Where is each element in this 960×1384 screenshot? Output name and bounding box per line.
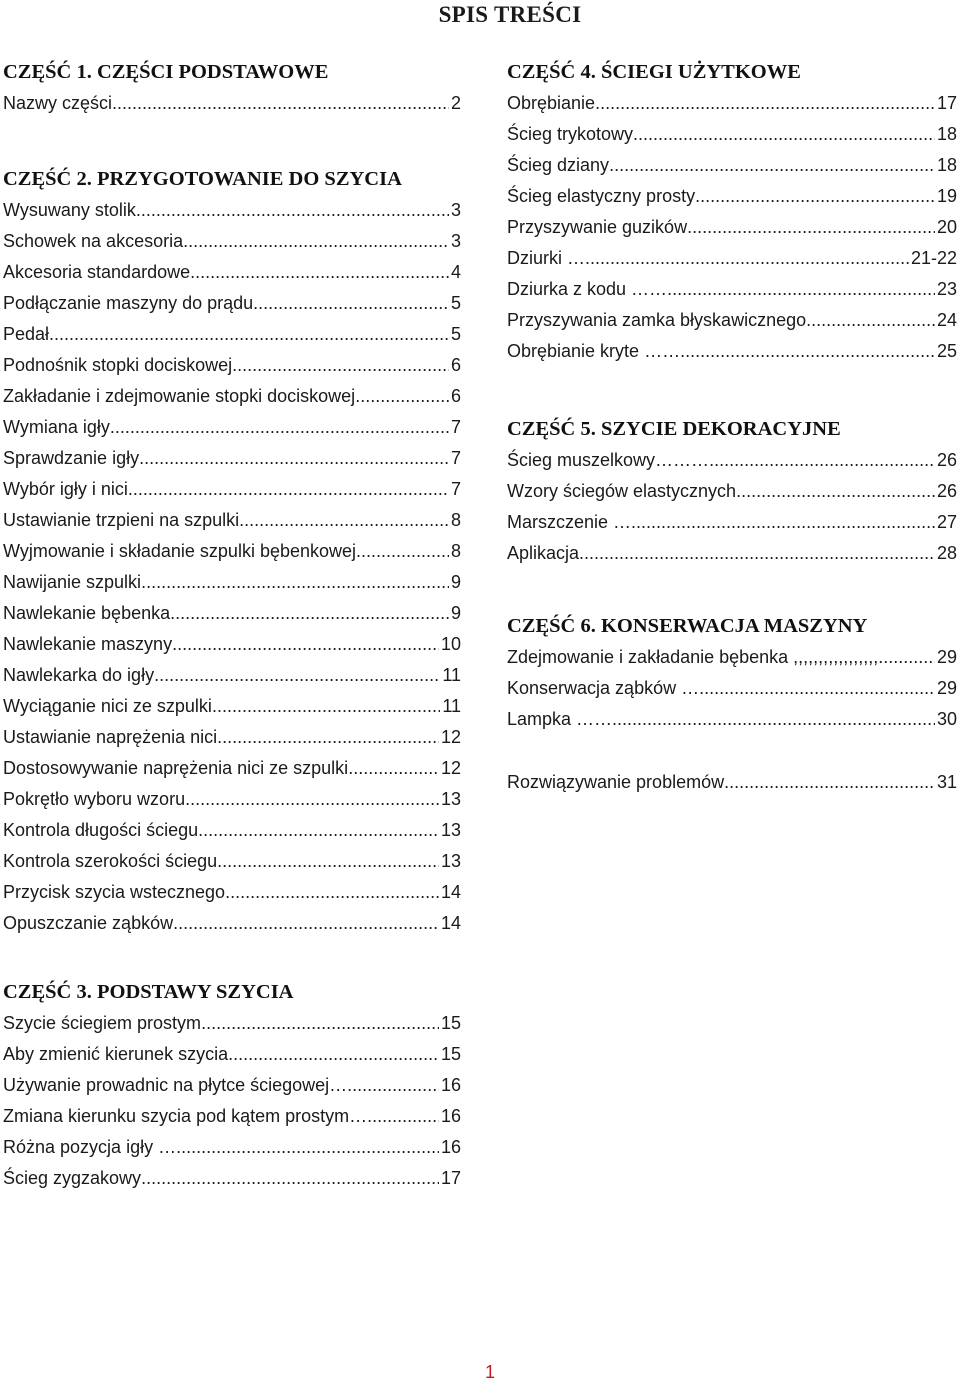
toc-entry [507, 642, 957, 673]
dot-leader [176, 1132, 439, 1163]
toc-entry-page: 11 [442, 696, 461, 716]
toc-entry-page: 21-22 [910, 248, 957, 268]
toc-entry [3, 195, 461, 226]
dot-leader [190, 257, 449, 288]
toc-entry-page: 7 [450, 417, 461, 437]
toc-entry [507, 767, 957, 798]
toc-entry-page: 16 [440, 1137, 461, 1157]
toc-entry-title: Szycie ściegiem prostym [3, 1013, 202, 1033]
dot-leader [609, 150, 935, 181]
toc-entry [507, 305, 957, 336]
toc-entry-page: 31 [936, 772, 957, 792]
dot-leader [253, 288, 449, 319]
toc-entry-title: Przyszywania zamka błyskawicznego [507, 310, 807, 330]
dot-leader [709, 445, 935, 476]
toc-entry [3, 567, 461, 598]
toc-entry-page: 27 [936, 512, 957, 532]
dot-leader [347, 1070, 439, 1101]
toc-entry-page: 24 [936, 310, 957, 330]
toc-entry-page: 7 [450, 448, 461, 468]
dot-leader [212, 691, 440, 722]
toc-entry-title: Nawlekanie maszyny [3, 634, 173, 654]
dot-leader [699, 673, 935, 704]
dot-leader [579, 538, 935, 569]
toc-section-6 [507, 611, 957, 735]
toc-entry [507, 704, 957, 735]
dot-leader [217, 722, 439, 753]
toc-entry [507, 476, 957, 507]
toc-entry-title: Wyciąganie nici ze szpulki [3, 696, 212, 716]
dot-leader [185, 784, 439, 815]
toc-entry-title: Podnośnik stopki dociskowej [3, 355, 233, 375]
dot-leader [595, 88, 935, 119]
dot-leader [112, 88, 449, 119]
dot-leader [141, 567, 449, 598]
toc-entry-title: Nawlekanie bębenka [3, 603, 171, 623]
dot-leader [225, 877, 439, 908]
toc-entry-page: 26 [936, 450, 957, 470]
dot-leader [232, 350, 449, 381]
toc-entry-page: 11 [442, 665, 461, 685]
dot-leader [736, 476, 935, 507]
dot-leader [49, 319, 449, 350]
toc-entry [3, 722, 461, 753]
toc-entry [3, 660, 461, 691]
toc-entry-title: Schowek na akcesoria [3, 231, 184, 251]
toc-entry [3, 319, 461, 350]
toc-entry [3, 1039, 461, 1070]
dot-leader [367, 1101, 439, 1132]
section-heading: CZĘŚĆ 6. KONSERWACJA MASZYNY [507, 615, 868, 637]
section-heading: CZĘŚĆ 2. PRZYGOTOWANIE DO SZYCIA [3, 168, 402, 190]
toc-entry-page: 5 [450, 324, 461, 344]
dot-leader [141, 1163, 439, 1194]
dot-leader [110, 412, 449, 443]
toc-entry [3, 629, 461, 660]
toc-entry [507, 88, 957, 119]
toc-entry-page: 26 [936, 481, 957, 501]
toc-entry-page: 14 [440, 913, 461, 933]
toc-entry-title: Opuszczanie ząbków [3, 913, 174, 933]
toc-entry-title: Obrębianie kryte …… [507, 341, 681, 361]
toc-entry-title: Wyjmowanie i składanie szpulki bębenkowej [3, 541, 357, 561]
toc-entry-title: Obrębianie [507, 93, 596, 113]
toc-entry-title: Kontrola długości ściegu [3, 820, 199, 840]
toc-entry [3, 1101, 461, 1132]
toc-entry [3, 1008, 461, 1039]
toc-entry-title: Dostosowywanie naprężenia nici ze szpulki [3, 758, 349, 778]
dot-leader [183, 226, 449, 257]
toc-entry-title: Lampka …… [507, 709, 613, 729]
toc-entry-title: Różna pozycja igły … [3, 1137, 177, 1157]
toc-entry-page: 29 [936, 678, 957, 698]
dot-leader [355, 381, 449, 412]
dot-leader [136, 195, 449, 226]
toc-entry [3, 908, 461, 939]
dot-leader [585, 243, 909, 274]
toc-entry [3, 846, 461, 877]
toc-entry-page: 9 [450, 572, 461, 592]
page-number: 1 [485, 1362, 496, 1382]
toc-section-3 [3, 977, 461, 1194]
toc-entry-title: Dziurki … [507, 248, 586, 268]
toc-entry-page: 17 [440, 1168, 461, 1188]
section-heading: CZĘŚĆ 3. PODSTAWY SZYCIA [3, 981, 294, 1003]
dot-leader [695, 181, 935, 212]
toc-entry [3, 536, 461, 567]
toc-entry [507, 673, 957, 704]
toc-entry-title: Wybór igły i nici [3, 479, 128, 499]
toc-entry-title: Używanie prowadnic na płytce ściegowej… [3, 1075, 348, 1095]
dot-leader [878, 642, 935, 673]
toc-entry-title: Zakładanie i zdejmowanie stopki dociskowej [3, 386, 356, 406]
toc-entry-title: Przyszywanie guzików [507, 217, 688, 237]
toc-entry-title: Przycisk szycia wstecznego [3, 882, 226, 902]
toc-entry [3, 877, 461, 908]
toc-entry-title: Zdejmowanie i zakładanie bębenka ,,,,,,,,,,,,,,,,, [507, 647, 879, 667]
toc-entry [3, 257, 461, 288]
toc-entry-title: Aby zmienić kierunek szycia [3, 1044, 229, 1064]
toc-entry-page: 13 [440, 851, 461, 871]
dot-leader [128, 474, 449, 505]
toc-entry [3, 1163, 461, 1194]
toc-section-5 [507, 414, 957, 569]
toc-entry-page: 16 [440, 1075, 461, 1095]
section-entries [3, 195, 461, 939]
toc-entry-title: Dziurka z kodu …… [507, 279, 668, 299]
section-entries [507, 642, 957, 735]
toc-entry [3, 412, 461, 443]
toc-entry-page: 12 [440, 727, 461, 747]
toc-entry-page: 5 [450, 293, 461, 313]
toc-entry-title: Ścieg zygzakowy [3, 1168, 142, 1188]
toc-entry [507, 445, 957, 476]
dot-leader [806, 305, 935, 336]
toc-entry [3, 381, 461, 412]
toc-section-2 [3, 164, 461, 939]
toc-entry-page: 15 [440, 1013, 461, 1033]
toc-entry-page: 3 [450, 231, 461, 251]
dot-leader [633, 119, 935, 150]
toc-entry-page: 3 [450, 200, 461, 220]
toc-entry-page: 12 [440, 758, 461, 778]
toc-entry [507, 274, 957, 305]
toc-entry-page: 16 [440, 1106, 461, 1126]
section-entries [507, 88, 957, 367]
toc-entry-page: 4 [450, 262, 461, 282]
dot-leader [154, 660, 440, 691]
toc-entry-title: Ustawianie trzpieni na szpulki [3, 510, 240, 530]
dot-leader [667, 274, 935, 305]
toc-entry-page: 13 [440, 820, 461, 840]
dot-leader [356, 536, 449, 567]
dot-leader [139, 443, 449, 474]
toc-entry-title: Pokrętło wyboru wzoru [3, 789, 186, 809]
toc-entry [3, 288, 461, 319]
toc-entry-title: Nawijanie szpulki [3, 572, 142, 592]
toc-entry-page: 18 [936, 155, 957, 175]
toc-entry-page: 2 [450, 93, 461, 113]
toc-entry [507, 336, 957, 367]
toc-entry-page: 30 [936, 709, 957, 729]
dot-leader [724, 767, 935, 798]
toc-entry-title: Rozwiązywanie problemów [507, 772, 725, 792]
toc-entry-page: 18 [936, 124, 957, 144]
toc-entry-page: 8 [450, 541, 461, 561]
toc-entry-page: 10 [440, 634, 461, 654]
dot-leader [348, 753, 439, 784]
section-entries [507, 767, 957, 798]
dot-leader [228, 1039, 439, 1070]
toc-entry [3, 1070, 461, 1101]
toc-entry-title: Marszczenie … [507, 512, 632, 532]
dot-leader [217, 846, 439, 877]
toc-entry-page: 13 [440, 789, 461, 809]
toc-entry [3, 784, 461, 815]
toc-entry-title: Akcesoria standardowe [3, 262, 191, 282]
dot-leader [198, 815, 439, 846]
toc-entry [507, 212, 957, 243]
dot-leader [173, 908, 439, 939]
toc-entry [507, 243, 957, 274]
document-title: SPIS TREŚCI [438, 2, 582, 27]
toc-entry [3, 691, 461, 722]
toc-entry-page: 7 [450, 479, 461, 499]
toc-entry [507, 507, 957, 538]
toc-entry-page: 14 [440, 882, 461, 902]
dot-leader [680, 336, 935, 367]
section-heading: CZĘŚĆ 5. SZYCIE DEKORACYJNE [507, 418, 841, 440]
toc-entry-page: 29 [936, 647, 957, 667]
section-entries [3, 1008, 461, 1194]
toc-entry-page: 17 [936, 93, 957, 113]
toc-entry-page: 6 [450, 355, 461, 375]
toc-entry [3, 226, 461, 257]
dot-leader [170, 598, 449, 629]
toc-entry-title: Wysuwany stolik [3, 200, 136, 220]
dot-leader [201, 1008, 439, 1039]
section-heading: CZĘŚĆ 4. ŚCIEGI UŻYTKOWE [507, 61, 801, 83]
toc-entry-page: 25 [936, 341, 957, 361]
dot-leader [612, 704, 935, 735]
dot-leader [687, 212, 935, 243]
toc-entry [3, 505, 461, 536]
toc-entry-title: Nawlekarka do igły [3, 665, 155, 685]
toc-entry [3, 443, 461, 474]
toc-entry-title: Aplikacja [507, 543, 580, 563]
toc-entry [507, 119, 957, 150]
toc-entry-page: 28 [936, 543, 957, 563]
toc-entry [3, 350, 461, 381]
toc-entry [3, 88, 461, 119]
toc-entry-title: Wzory ściegów elastycznych [507, 481, 737, 501]
toc-entry-title: Zmiana kierunku szycia pod kątem prostym… [3, 1106, 368, 1126]
toc-entry-title: Nazwy części [3, 93, 113, 113]
toc-entry-title: Ustawianie naprężenia nici [3, 727, 218, 747]
toc-entry-title: Podłączanie maszyny do prądu [3, 293, 254, 313]
toc-entry [507, 150, 957, 181]
toc-entry [3, 598, 461, 629]
toc-section-4 [507, 57, 957, 367]
dot-leader [239, 505, 449, 536]
section-heading: CZĘŚĆ 1. CZĘŚCI PODSTAWOWE [3, 61, 329, 83]
toc-entry-title: Ścieg dziany [507, 155, 610, 175]
toc-entry [507, 538, 957, 569]
toc-section-troubleshooting [507, 767, 957, 798]
section-entries [3, 88, 461, 119]
toc-entry [3, 815, 461, 846]
toc-entry-page: 8 [450, 510, 461, 530]
section-entries [507, 445, 957, 569]
toc-entry [3, 1132, 461, 1163]
toc-entry-title: Ścieg trykotowy [507, 124, 634, 144]
dot-leader [172, 629, 439, 660]
toc-entry-page: 20 [936, 217, 957, 237]
dot-leader [631, 507, 935, 538]
toc-entry [3, 474, 461, 505]
toc-entry-title: Ścieg muszelkowy……… [507, 450, 710, 470]
toc-entry-title: Pedał [3, 324, 50, 344]
toc-entry [507, 181, 957, 212]
toc-entry-title: Kontrola szerokości ściegu [3, 851, 218, 871]
toc-entry-title: Ścieg elastyczny prosty [507, 186, 696, 206]
toc-section-1 [3, 57, 461, 119]
toc-entry-page: 15 [440, 1044, 461, 1064]
toc-entry [3, 753, 461, 784]
toc-entry-title: Wymiana igły [3, 417, 110, 437]
toc-entry-page: 23 [936, 279, 957, 299]
toc-entry-title: Konserwacja ząbków … [507, 678, 700, 698]
toc-entry-page: 9 [450, 603, 461, 623]
toc-entry-page: 6 [450, 386, 461, 406]
toc-entry-page: 19 [936, 186, 957, 206]
toc-entry-title: Sprawdzanie igły [3, 448, 140, 468]
